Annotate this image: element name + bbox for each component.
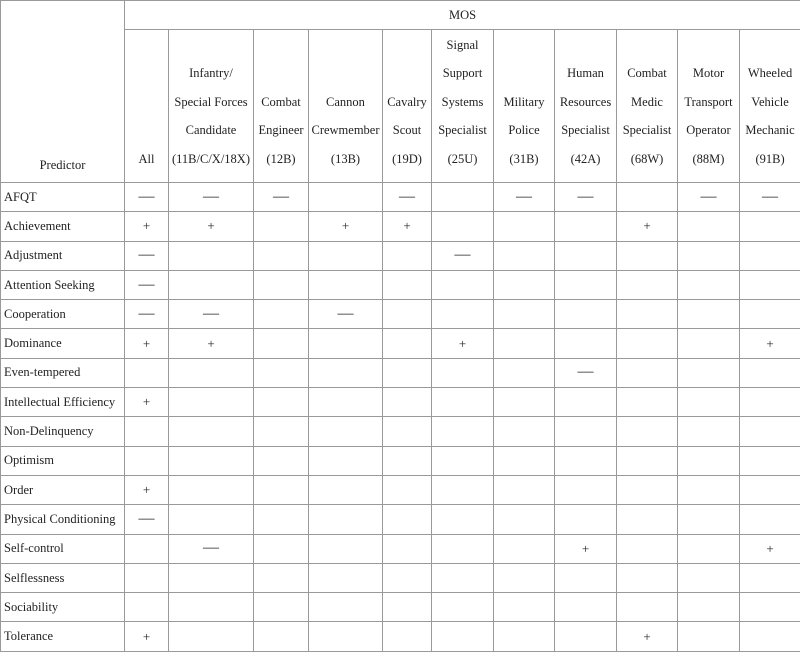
table-cell <box>494 358 555 387</box>
table-cell <box>309 388 383 417</box>
column-header-line: (42A) <box>555 145 616 174</box>
table-cell <box>678 212 740 241</box>
table-row <box>1 446 800 475</box>
table-cell <box>494 563 555 592</box>
table-cell <box>125 241 169 270</box>
table-cell <box>169 388 254 417</box>
column-header <box>617 30 678 183</box>
column-header-line: Systems <box>432 88 493 117</box>
plus-mark: + <box>207 218 214 234</box>
column-header <box>169 30 254 183</box>
table-cell <box>432 183 494 212</box>
minus-mark: — <box>139 308 155 320</box>
column-header-line: Military <box>494 88 554 117</box>
table-cell <box>555 358 617 387</box>
table-cell <box>254 593 309 622</box>
column-header <box>432 30 494 183</box>
column-header-line: Signal <box>432 31 493 60</box>
table-cell <box>555 505 617 534</box>
table-cell <box>125 534 169 563</box>
column-header-line: (91B) <box>740 145 800 174</box>
table-cell <box>678 388 740 417</box>
table-row <box>1 212 800 241</box>
table-cell <box>254 563 309 592</box>
column-header <box>494 30 555 183</box>
table-cell <box>678 417 740 446</box>
table-cell <box>432 300 494 329</box>
plus-mark: + <box>143 394 150 410</box>
table-cell <box>617 622 678 651</box>
table-cell <box>678 622 740 651</box>
table-cell <box>432 329 494 358</box>
minus-mark: — <box>762 191 778 203</box>
table-row <box>1 183 800 212</box>
minus-mark: — <box>578 191 594 203</box>
table-cell <box>383 563 432 592</box>
table-cell <box>254 329 309 358</box>
column-header-line: Wheeled <box>740 59 800 88</box>
table-cell <box>555 212 617 241</box>
table-cell <box>169 563 254 592</box>
table-cell <box>309 270 383 299</box>
table-cell <box>309 622 383 651</box>
table-cell <box>254 270 309 299</box>
table-row <box>1 622 800 651</box>
table-cell <box>125 183 169 212</box>
table-cell <box>432 593 494 622</box>
table-cell <box>555 593 617 622</box>
table-cell <box>678 446 740 475</box>
column-header-line: Police <box>494 116 554 145</box>
table-cell <box>494 505 555 534</box>
table-cell <box>125 358 169 387</box>
table-cell <box>309 563 383 592</box>
column-header-line: Mechanic <box>740 116 800 145</box>
table-cell <box>254 388 309 417</box>
minus-mark: — <box>139 191 155 203</box>
table-row <box>1 534 800 563</box>
table-cell <box>494 300 555 329</box>
table-cell <box>555 475 617 504</box>
table-cell <box>555 534 617 563</box>
table-cell <box>169 505 254 534</box>
column-header <box>125 30 169 183</box>
table-cell <box>125 563 169 592</box>
table-cell <box>125 417 169 446</box>
table-cell <box>254 212 309 241</box>
column-header-line: Cannon <box>309 88 382 117</box>
column-header-line: (68W) <box>617 145 677 174</box>
plus-mark: + <box>143 482 150 498</box>
predictor-label: Non-Delinquency <box>1 417 125 446</box>
plus-mark: + <box>643 218 650 234</box>
table-cell <box>309 183 383 212</box>
table-cell <box>432 475 494 504</box>
table-cell <box>432 563 494 592</box>
predictor-header: Predictor <box>1 1 125 183</box>
column-header-line: (12B) <box>254 145 308 174</box>
table-cell <box>383 358 432 387</box>
column-header <box>254 30 309 183</box>
table-row <box>1 505 800 534</box>
table-cell <box>740 358 800 387</box>
table-cell <box>555 329 617 358</box>
table-cell <box>383 212 432 241</box>
table-cell <box>169 358 254 387</box>
predictor-label: Adjustment <box>1 241 125 270</box>
column-header-line: Specialist <box>432 116 493 145</box>
predictor-label: Intellectual Efficiency <box>1 388 125 417</box>
table-cell <box>383 475 432 504</box>
table-cell <box>432 388 494 417</box>
table-cell <box>678 300 740 329</box>
table-cell <box>383 593 432 622</box>
minus-mark: — <box>578 366 594 378</box>
table-cell <box>254 534 309 563</box>
column-header <box>383 30 432 183</box>
table-cell <box>254 241 309 270</box>
table-cell <box>309 505 383 534</box>
table-cell <box>740 622 800 651</box>
plus-mark: + <box>143 336 150 352</box>
column-header-line: (11B/C/X/18X) <box>169 145 253 174</box>
predictor-label: AFQT <box>1 183 125 212</box>
minus-mark: — <box>701 191 717 203</box>
table-cell <box>432 358 494 387</box>
table-cell <box>125 388 169 417</box>
table-row <box>1 475 800 504</box>
table-cell <box>125 593 169 622</box>
column-header <box>309 30 383 183</box>
table-cell <box>617 300 678 329</box>
table-cell <box>740 563 800 592</box>
table-cell <box>309 241 383 270</box>
column-header-line: Human <box>555 59 616 88</box>
table-cell <box>169 417 254 446</box>
table-cell <box>254 300 309 329</box>
table-cell <box>678 358 740 387</box>
table-row <box>1 388 800 417</box>
table-cell <box>383 329 432 358</box>
predictor-label: Achievement <box>1 212 125 241</box>
table-cell <box>309 417 383 446</box>
table-cell <box>383 417 432 446</box>
table-cell <box>169 534 254 563</box>
table-cell <box>169 593 254 622</box>
column-header-line: Scout <box>383 116 431 145</box>
table-cell <box>494 212 555 241</box>
minus-mark: — <box>338 308 354 320</box>
table-cell <box>125 270 169 299</box>
table-row <box>1 593 800 622</box>
table-cell <box>555 388 617 417</box>
table-cell <box>494 475 555 504</box>
table-cell <box>169 300 254 329</box>
table-cell <box>740 505 800 534</box>
table-cell <box>494 446 555 475</box>
table-cell <box>678 593 740 622</box>
table-cell <box>678 475 740 504</box>
table-cell <box>432 446 494 475</box>
table-cell <box>383 183 432 212</box>
column-header-line: Operator <box>678 116 739 145</box>
column-header-line: Transport <box>678 88 739 117</box>
table-body <box>1 183 800 652</box>
minus-mark: — <box>139 249 155 261</box>
table-cell <box>432 622 494 651</box>
table-cell <box>432 270 494 299</box>
column-header-line: Specialist <box>617 116 677 145</box>
column-header-line: Crewmember <box>309 116 382 145</box>
table-cell <box>740 241 800 270</box>
plus-mark: + <box>766 541 773 557</box>
table-cell <box>740 388 800 417</box>
minus-mark: — <box>455 249 471 261</box>
table-cell <box>432 417 494 446</box>
minus-mark: — <box>139 513 155 525</box>
table-cell <box>617 475 678 504</box>
column-header-line: (31B) <box>494 145 554 174</box>
table-cell <box>494 534 555 563</box>
table-cell <box>125 212 169 241</box>
table-cell <box>309 534 383 563</box>
column-header-line: All <box>125 145 168 174</box>
table-cell <box>169 446 254 475</box>
predictor-label: Dominance <box>1 329 125 358</box>
column-header-line: Medic <box>617 88 677 117</box>
table-cell <box>383 300 432 329</box>
table-cell <box>254 622 309 651</box>
column-header-line: (13B) <box>309 145 382 174</box>
table-cell <box>254 358 309 387</box>
table-cell <box>383 241 432 270</box>
table-cell <box>678 505 740 534</box>
minus-mark: — <box>203 542 219 554</box>
table-row <box>1 270 800 299</box>
plus-mark: + <box>207 336 214 352</box>
table-cell <box>432 534 494 563</box>
table-cell <box>125 446 169 475</box>
table-cell <box>309 300 383 329</box>
table-cell <box>617 593 678 622</box>
table-cell <box>125 300 169 329</box>
table-cell <box>494 241 555 270</box>
table-cell <box>555 300 617 329</box>
table-cell <box>254 183 309 212</box>
plus-mark: + <box>766 336 773 352</box>
table-cell <box>617 183 678 212</box>
table-cell <box>494 593 555 622</box>
column-header-line: (19D) <box>383 145 431 174</box>
table-cell <box>740 593 800 622</box>
table-cell <box>169 241 254 270</box>
table-cell <box>555 622 617 651</box>
table-row <box>1 417 800 446</box>
column-header-line: (25U) <box>432 145 493 174</box>
table-cell <box>740 329 800 358</box>
predictor-label: Tolerance <box>1 622 125 651</box>
table-cell <box>309 329 383 358</box>
table-cell <box>383 534 432 563</box>
table-cell <box>740 270 800 299</box>
table-cell <box>494 622 555 651</box>
minus-mark: — <box>399 191 415 203</box>
predictor-label: Cooperation <box>1 300 125 329</box>
table-cell <box>383 622 432 651</box>
table-cell <box>383 388 432 417</box>
table-cell <box>555 183 617 212</box>
table-row <box>1 358 800 387</box>
column-header-line: (88M) <box>678 145 739 174</box>
table-cell <box>740 300 800 329</box>
table-cell <box>678 241 740 270</box>
column-header-line: Candidate <box>169 116 253 145</box>
column-header-line: Combat <box>617 59 677 88</box>
table-cell <box>617 241 678 270</box>
table-cell <box>617 212 678 241</box>
table-cell <box>125 622 169 651</box>
table-cell <box>617 358 678 387</box>
table-cell <box>617 388 678 417</box>
table-cell <box>309 212 383 241</box>
table-cell <box>254 475 309 504</box>
predictor-label: Sociability <box>1 593 125 622</box>
column-header-line: Support <box>432 59 493 88</box>
predictor-label: Self-control <box>1 534 125 563</box>
column-header-line: Resources <box>555 88 616 117</box>
table-cell <box>617 329 678 358</box>
table-cell <box>555 446 617 475</box>
table-cell <box>494 417 555 446</box>
table-cell <box>740 417 800 446</box>
predictor-label: Order <box>1 475 125 504</box>
table-cell <box>678 534 740 563</box>
minus-mark: — <box>139 279 155 291</box>
table-row <box>1 241 800 270</box>
minus-mark: — <box>203 191 219 203</box>
column-header-line: Vehicle <box>740 88 800 117</box>
column-header-line: Special Forces <box>169 88 253 117</box>
table-cell <box>169 183 254 212</box>
plus-mark: + <box>582 541 589 557</box>
table-cell <box>740 446 800 475</box>
table-cell <box>740 212 800 241</box>
plus-mark: + <box>342 218 349 234</box>
table-cell <box>740 475 800 504</box>
column-header <box>740 30 800 183</box>
table-row <box>1 300 800 329</box>
table-cell <box>555 270 617 299</box>
table-cell <box>494 329 555 358</box>
table-cell <box>432 241 494 270</box>
table-cell <box>254 446 309 475</box>
table-cell <box>555 417 617 446</box>
table-cell <box>309 475 383 504</box>
table-cell <box>169 329 254 358</box>
table-cell <box>169 475 254 504</box>
table-cell <box>125 475 169 504</box>
table-cell <box>678 183 740 212</box>
column-header <box>555 30 617 183</box>
table-cell <box>169 622 254 651</box>
table-cell <box>617 505 678 534</box>
plus-mark: + <box>143 629 150 645</box>
column-header-line: Motor <box>678 59 739 88</box>
column-header-line: Specialist <box>555 116 616 145</box>
plus-mark: + <box>643 629 650 645</box>
table-cell <box>254 505 309 534</box>
predictor-label: Attention Seeking <box>1 270 125 299</box>
mos-group-header: MOS <box>125 1 800 30</box>
table-cell <box>617 417 678 446</box>
table-cell <box>494 183 555 212</box>
table-cell <box>383 270 432 299</box>
table-cell <box>555 563 617 592</box>
table-cell <box>125 329 169 358</box>
table-cell <box>740 183 800 212</box>
table-row <box>1 563 800 592</box>
table-cell <box>617 270 678 299</box>
plus-mark: + <box>459 336 466 352</box>
table-cell <box>383 446 432 475</box>
table-cell <box>169 212 254 241</box>
column-header-line: Combat <box>254 88 308 117</box>
table-cell <box>678 329 740 358</box>
table-cell <box>494 270 555 299</box>
column-header <box>678 30 740 183</box>
table-cell <box>169 270 254 299</box>
table-cell <box>555 241 617 270</box>
table-cell <box>309 593 383 622</box>
table-cell <box>678 270 740 299</box>
column-header-line: Infantry/ <box>169 59 253 88</box>
plus-mark: + <box>403 218 410 234</box>
table-cell <box>678 563 740 592</box>
minus-mark: — <box>516 191 532 203</box>
predictor-label: Optimism <box>1 446 125 475</box>
table-cell <box>432 212 494 241</box>
table-cell <box>125 505 169 534</box>
table-row <box>1 329 800 358</box>
table-cell <box>617 534 678 563</box>
column-header-line: Cavalry <box>383 88 431 117</box>
column-header-line: Engineer <box>254 116 308 145</box>
table-cell <box>494 388 555 417</box>
table-cell <box>617 446 678 475</box>
table-cell <box>309 358 383 387</box>
table-cell <box>383 505 432 534</box>
predictor-label: Selflessness <box>1 563 125 592</box>
table-cell <box>432 505 494 534</box>
table-cell <box>617 563 678 592</box>
table-cell <box>740 534 800 563</box>
minus-mark: — <box>203 308 219 320</box>
predictor-label: Physical Conditioning <box>1 505 125 534</box>
table-cell <box>309 446 383 475</box>
predictor-label: Even-tempered <box>1 358 125 387</box>
minus-mark: — <box>273 191 289 203</box>
table-cell <box>254 417 309 446</box>
plus-mark: + <box>143 218 150 234</box>
